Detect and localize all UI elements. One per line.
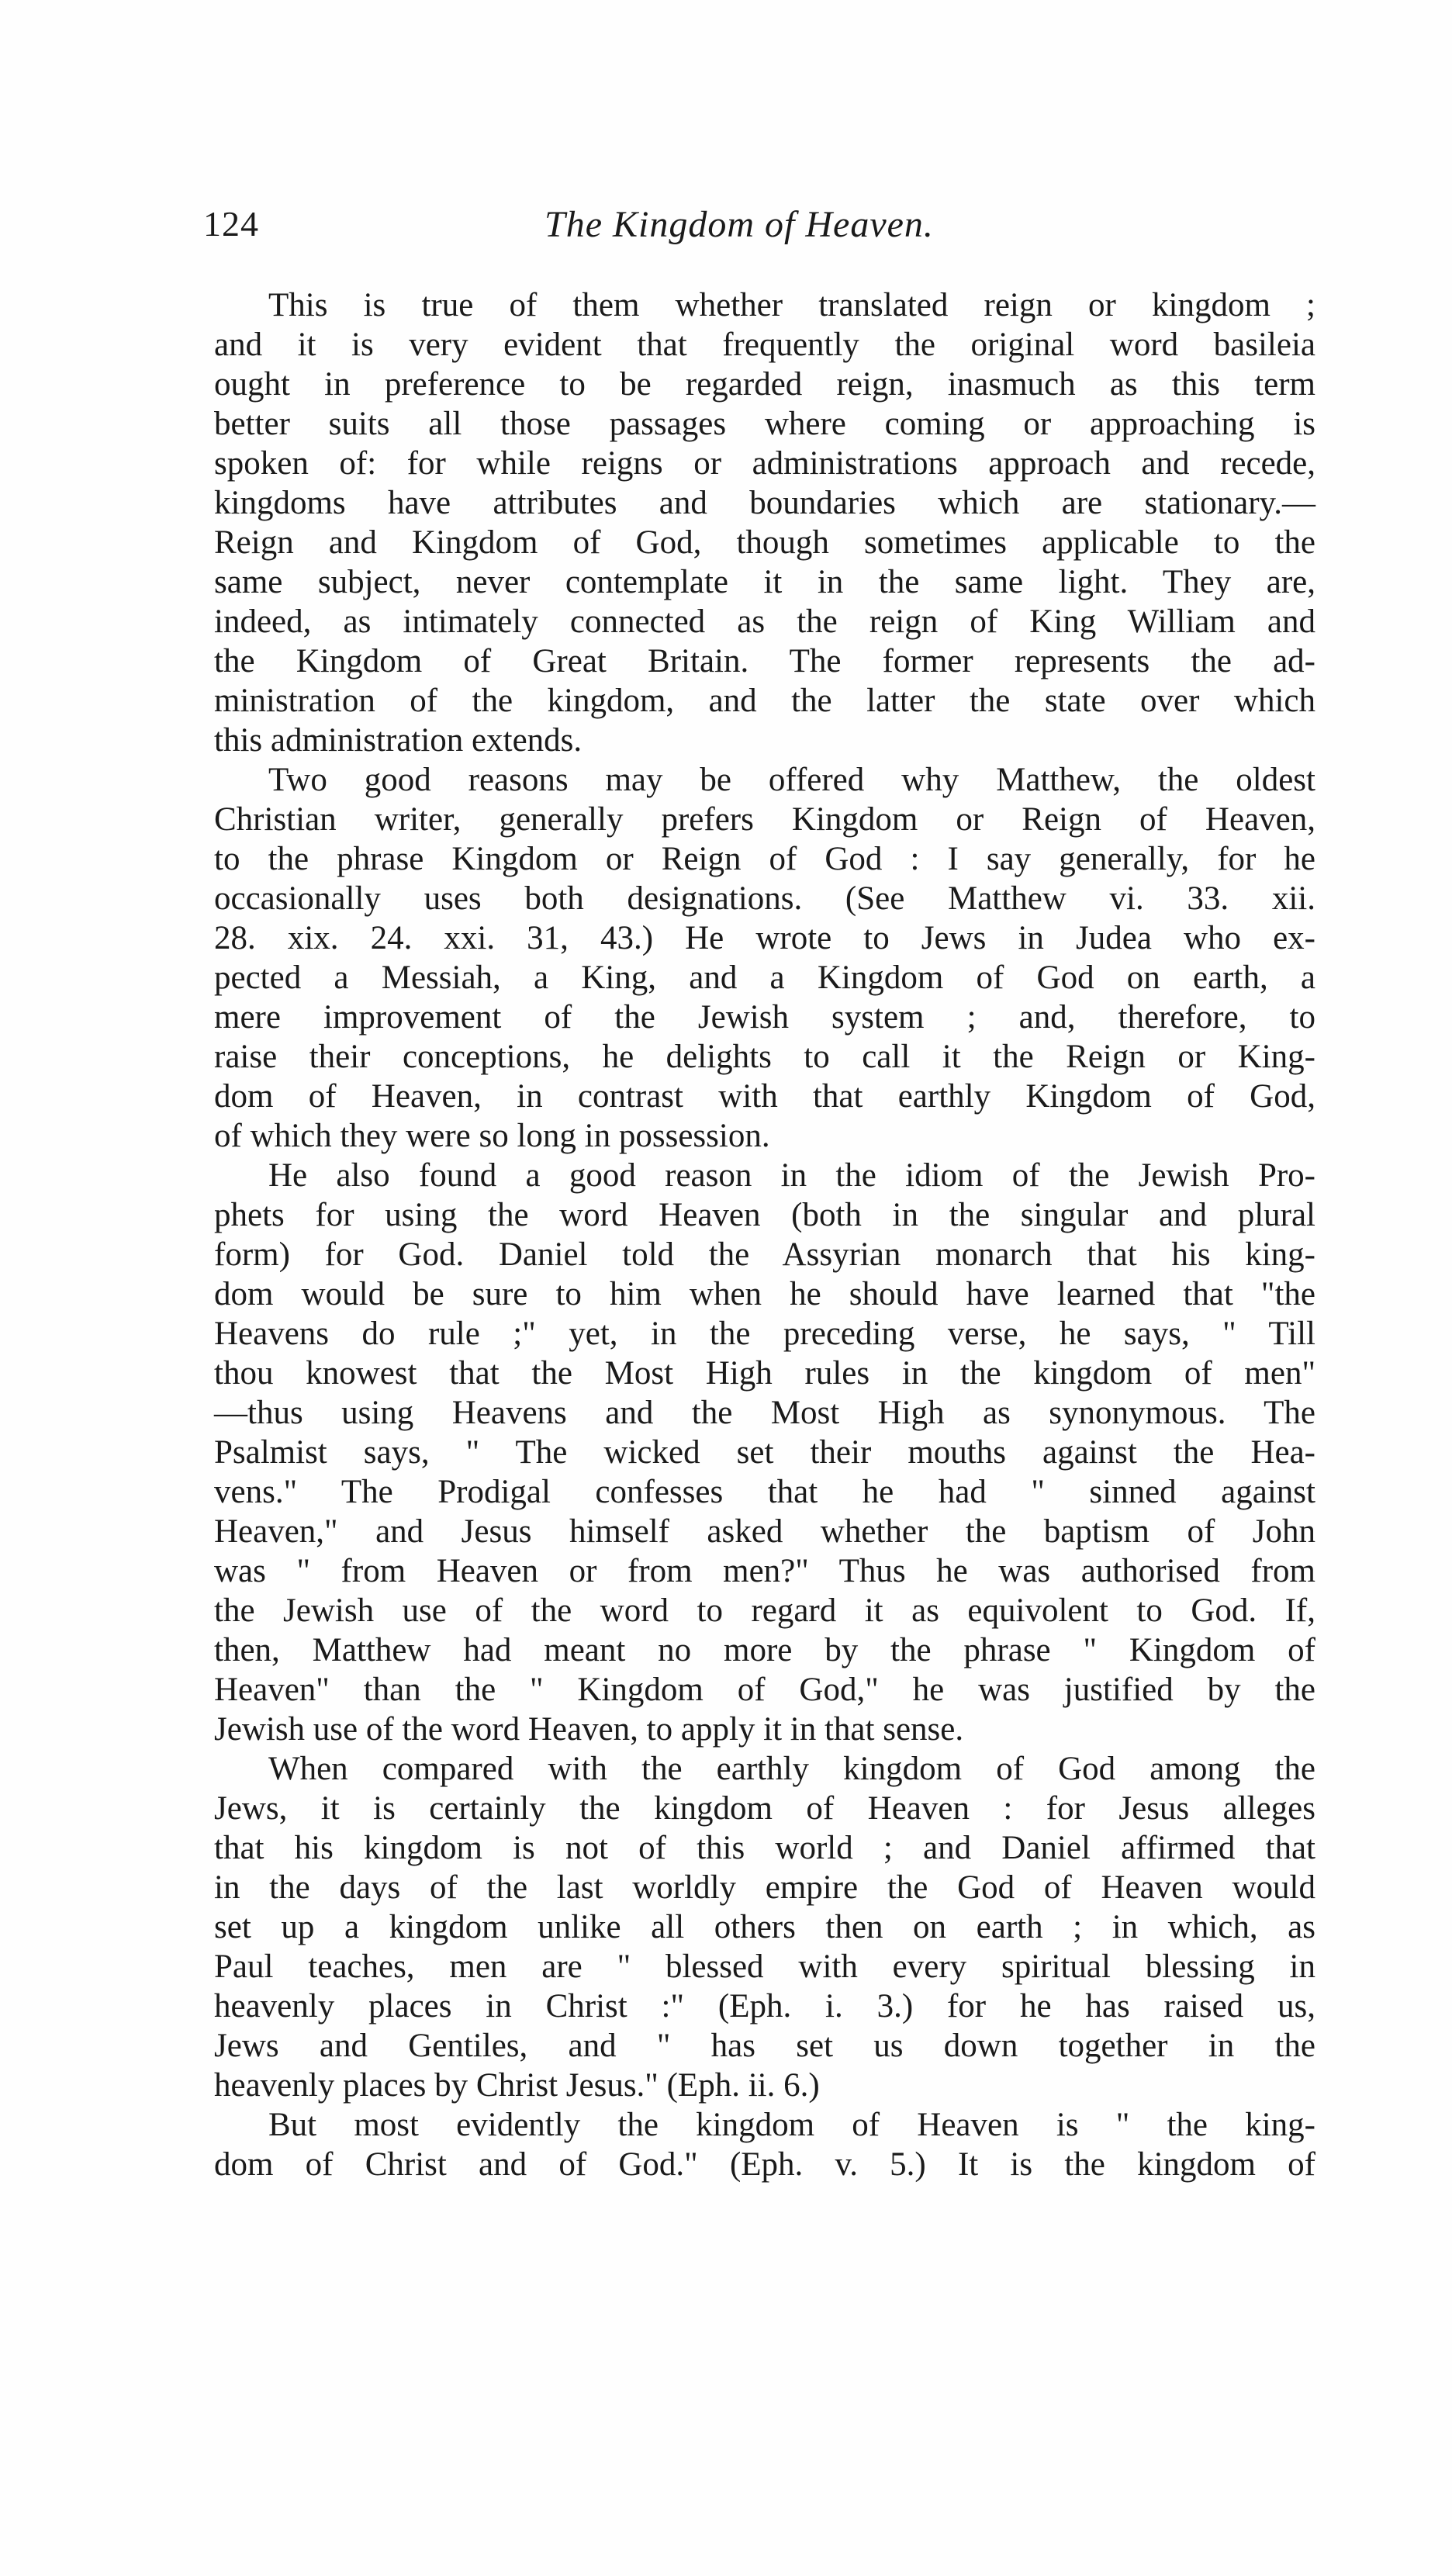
running-title: The Kingdom of Heaven. <box>544 204 934 245</box>
text-line: dom of Heaven, in contrast with that earthly Kingdom of God, <box>214 1078 1315 1115</box>
text-line: occasionally uses both designations. (See Matthew vi. 33. xii. <box>214 880 1315 917</box>
text-line: that his kingdom is not of this world ; and Daniel affirmed that <box>214 1830 1315 1866</box>
text-line: and it is very evident that frequently the original word basileia <box>214 327 1315 363</box>
text-line: When compared with the earthly kingdom of God among the <box>268 1751 1315 1787</box>
text-line: set up a kingdom unlike all others then on earth ; in which, as <box>214 1909 1315 1945</box>
text-line: ought in preference to be regarded reign, inasmuch as this term <box>214 366 1315 403</box>
text-line: mere improvement of the Jewish system ; and, therefore, to <box>214 999 1315 1036</box>
text-line: form) for God. Daniel told the Assyrian monarch that his king- <box>214 1236 1315 1273</box>
text-line: Jewish use of the word Heaven, to apply it in that sense. <box>214 1711 964 1748</box>
text-line: 28. xix. 24. xxi. 31, 43.) He wrote to Jews in Judea who ex- <box>214 920 1315 956</box>
text-line: Psalmist says, " The wicked set their mouths against the Hea- <box>214 1434 1315 1471</box>
text-line: raise their conceptions, he delights to call it the Reign or King- <box>214 1039 1315 1075</box>
page-header <box>203 203 1312 258</box>
text-line: this administration extends. <box>214 722 583 759</box>
text-line: was " from Heaven or from men?" Thus he was authorised from <box>214 1553 1315 1589</box>
text-line: Two good reasons may be offered why Matthew, the oldest <box>268 762 1315 798</box>
page-number: 124 <box>203 204 259 244</box>
text-line: phets for using the word Heaven (both in the singular and plural <box>214 1197 1315 1233</box>
text-line: But most evidently the kingdom of Heaven is " the king- <box>268 2107 1315 2143</box>
text-line: Reign and Kingdom of God, though sometimes applicable to the <box>214 524 1315 561</box>
text-line: spoken of: for while reigns or administrations approach and recede, <box>214 445 1315 482</box>
text-line: Jews, it is certainly the kingdom of Heaven : for Jesus alleges <box>214 1790 1315 1827</box>
text-line: Christian writer, generally prefers Kingdom or Reign of Heaven, <box>214 801 1315 838</box>
text-line: then, Matthew had meant no more by the phrase " Kingdom of <box>214 1632 1315 1668</box>
text-line: indeed, as intimately connected as the reign of King William and <box>214 603 1315 640</box>
text-line: Heaven," and Jesus himself asked whether the baptism of John <box>214 1513 1315 1550</box>
text-line: to the phrase Kingdom or Reign of God : I say generally, for he <box>214 841 1315 877</box>
text-line: Heaven" than the " Kingdom of God," he was justified by the <box>214 1672 1315 1708</box>
text-line: heavenly places by Christ Jesus." (Eph. ii. 6.) <box>214 2067 820 2104</box>
text-line: vens." The Prodigal confesses that he had " sinned against <box>214 1474 1315 1510</box>
text-line: the Jewish use of the word to regard it as equivolent to God. If, <box>214 1592 1315 1629</box>
text-line: pected a Messiah, a King, and a Kingdom of God on earth, a <box>214 960 1315 996</box>
text-line: the Kingdom of Great Britain. The former represents the ad- <box>214 643 1315 679</box>
text-line: Heavens do rule ;" yet, in the preceding verse, he says, " Till <box>214 1316 1315 1352</box>
text-line: Paul teaches, men are " blessed with every spiritual blessing in <box>214 1948 1315 1985</box>
text-line: —thus using Heavens and the Most High as synonymous. The <box>214 1395 1315 1431</box>
text-line: same subject, never contemplate it in the same light. They are, <box>214 564 1315 600</box>
text-line: ministration of the kingdom, and the latter the state over which <box>214 683 1315 719</box>
text-line: of which they were so long in possession. <box>214 1118 770 1154</box>
text-line: in the days of the last worldly empire the God of Heaven would <box>214 1869 1315 1906</box>
text-line: dom of Christ and of God." (Eph. v. 5.) It is the kingdom of <box>214 2146 1315 2183</box>
text-line: dom would be sure to him when he should have learned that "the <box>214 1276 1315 1312</box>
text-line: He also found a good reason in the idiom of the Jewish Pro- <box>268 1157 1315 1194</box>
text-line: kingdoms have attributes and boundaries which are stationary.— <box>214 485 1315 521</box>
text-line: This is true of them whether translated reign or kingdom ; <box>268 287 1315 323</box>
body-text <box>214 285 1315 2184</box>
text-line: Jews and Gentiles, and " has set us down together in the <box>214 2028 1315 2064</box>
text-line: better suits all those passages where coming or approaching is <box>214 406 1315 442</box>
text-line: heavenly places in Christ :" (Eph. i. 3.) for he has raised us, <box>214 1988 1315 2024</box>
text-line: thou knowest that the Most High rules in the kingdom of men" <box>214 1355 1315 1392</box>
